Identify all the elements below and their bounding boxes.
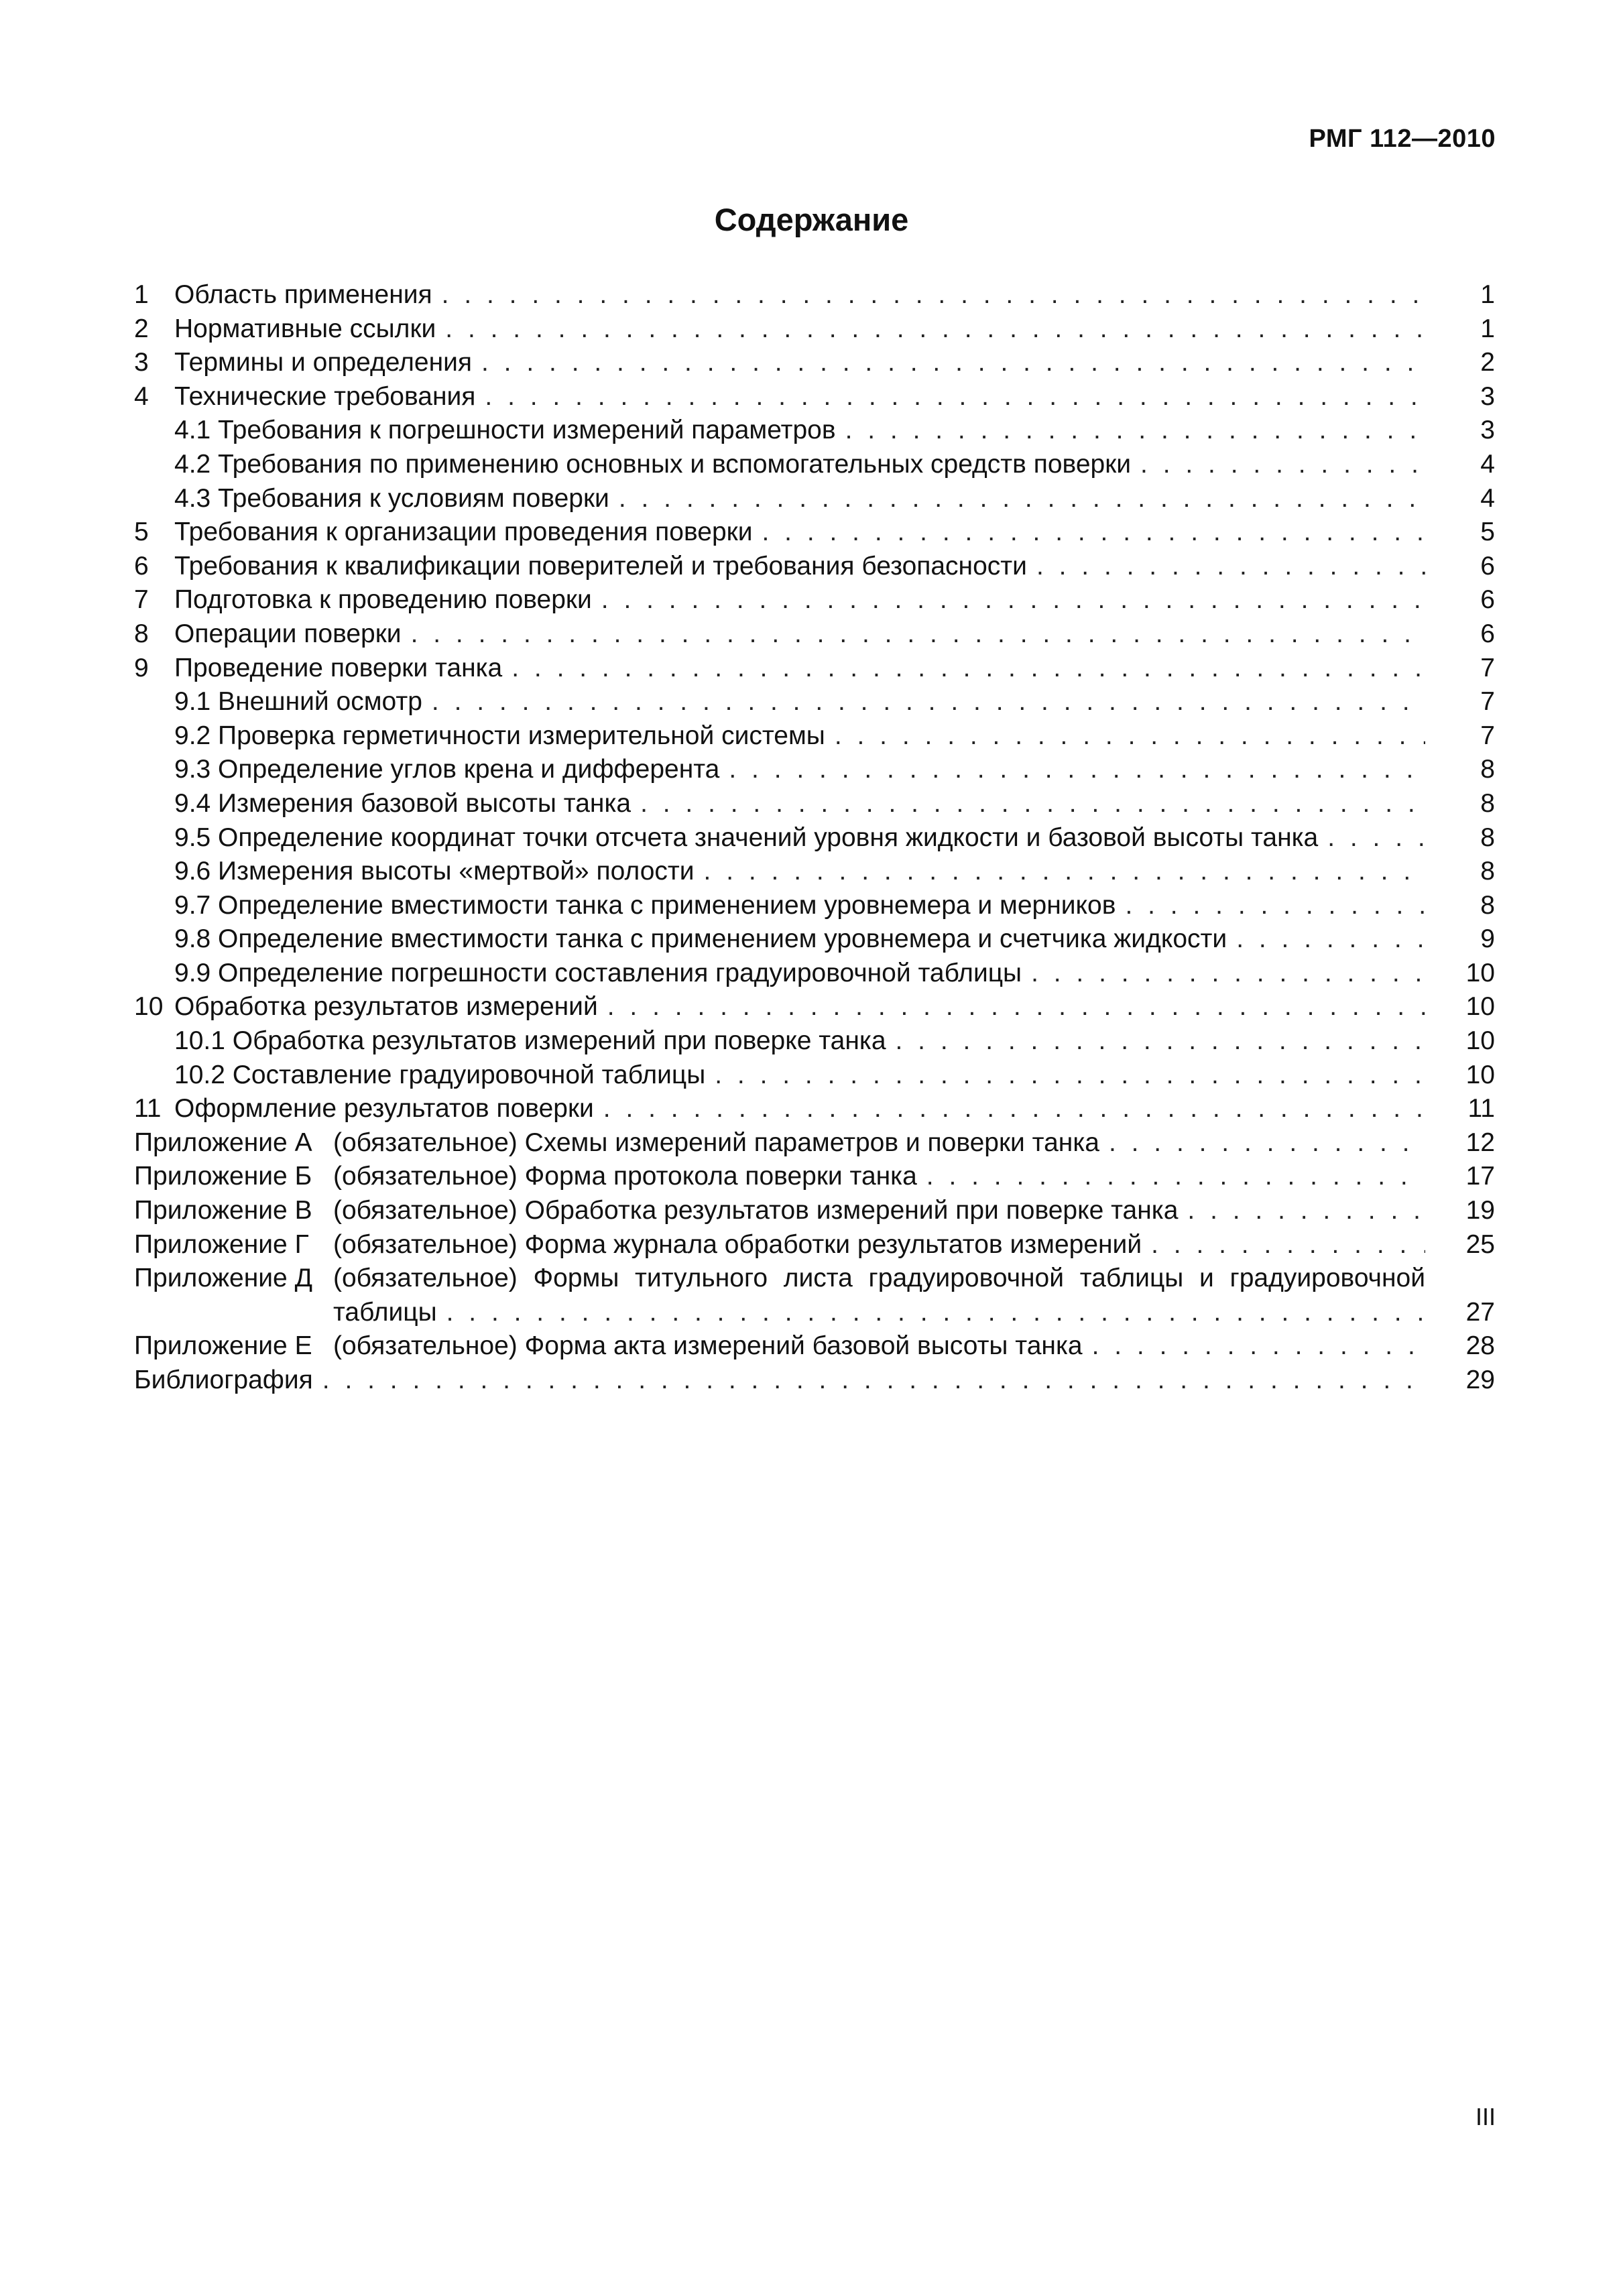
toc-entry[interactable] bbox=[134, 1092, 1495, 1126]
toc-entry-page: 28 bbox=[1465, 1331, 1495, 1361]
toc-entry-page: 3 bbox=[1480, 381, 1495, 411]
toc-entry-page: 7 bbox=[1480, 687, 1495, 717]
toc-entry-title: 9.5 Определение координат точки отсчета значений уровня жидкости и базовой высоты танка bbox=[174, 823, 1319, 852]
toc-entry-page: 1 bbox=[1480, 314, 1495, 343]
toc-entry-page: 10 bbox=[1465, 992, 1495, 1022]
toc-entry-number: Приложение Е bbox=[134, 1331, 312, 1361]
toc-entry-title: 9.7 Определение вместимости танка с применением уровнемера и мерников bbox=[174, 890, 1116, 920]
toc-entry[interactable] bbox=[134, 753, 1495, 787]
toc-entry[interactable] bbox=[134, 1262, 1495, 1296]
toc-entry[interactable] bbox=[134, 482, 1495, 516]
toc-entry[interactable] bbox=[134, 685, 1495, 719]
toc-entry-title: 9.2 Проверка герметичности измерительной системы bbox=[174, 721, 825, 750]
toc-entry-page: 8 bbox=[1480, 890, 1495, 920]
toc-entry-page: 8 bbox=[1480, 823, 1495, 852]
toc-entry-page: 3 bbox=[1480, 416, 1495, 445]
leader-dots bbox=[1327, 821, 1425, 855]
toc-entry-number: 6 bbox=[134, 551, 149, 581]
toc-entry-page: 2 bbox=[1480, 348, 1495, 377]
leader-dots bbox=[896, 1024, 1425, 1059]
leader-dots bbox=[1109, 1126, 1425, 1160]
toc-entry-page: 11 bbox=[1467, 1094, 1495, 1124]
toc-entry-page: 5 bbox=[1480, 518, 1495, 547]
toc-entry[interactable] bbox=[134, 1160, 1495, 1194]
toc-entry[interactable] bbox=[134, 278, 1495, 312]
toc-entry[interactable] bbox=[134, 1126, 1495, 1160]
toc-entry-number: 4 bbox=[134, 381, 149, 411]
toc-entry[interactable] bbox=[134, 1059, 1495, 1093]
toc-entry[interactable] bbox=[134, 312, 1495, 347]
leader-dots bbox=[1125, 889, 1425, 923]
toc-entry-page: 4 bbox=[1480, 449, 1495, 479]
leader-dots bbox=[603, 1092, 1425, 1126]
toc-entry-title: Нормативные ссылки bbox=[174, 314, 436, 343]
leader-dots bbox=[1187, 1194, 1425, 1228]
toc-entry[interactable] bbox=[134, 957, 1495, 991]
toc-entry[interactable] bbox=[134, 583, 1495, 617]
toc-entry-number: 2 bbox=[134, 314, 149, 343]
toc-entry-page: 10 bbox=[1465, 1026, 1495, 1056]
toc-entry-title: Оформление результатов поверки bbox=[174, 1094, 594, 1124]
toc-entry-page: 7 bbox=[1480, 721, 1495, 750]
toc-entry-page: 4 bbox=[1480, 483, 1495, 513]
toc-entry-number: 1 bbox=[134, 280, 149, 309]
toc-entry-title: (обязательное) Формы титульного листа градуировочной таблицы и градуировочной bbox=[333, 1264, 1425, 1293]
toc-entry-page: 6 bbox=[1480, 551, 1495, 581]
toc-entry-page: 27 bbox=[1465, 1297, 1495, 1327]
toc-entry[interactable] bbox=[134, 889, 1495, 923]
toc-entry-page: 12 bbox=[1465, 1128, 1495, 1157]
toc-entry-title: 9.4 Измерения базовой высоты танка bbox=[174, 788, 632, 818]
toc-entry-title: Обработка результатов измерений bbox=[174, 992, 598, 1022]
leader-dots bbox=[1236, 922, 1425, 957]
toc-entry[interactable] bbox=[134, 1364, 1495, 1398]
table-of-contents bbox=[134, 278, 1495, 1398]
toc-entry-title: Термины и определения bbox=[174, 348, 473, 377]
toc-entry-number: Приложение Б bbox=[134, 1162, 312, 1191]
toc-entry-number: 7 bbox=[134, 585, 149, 615]
leader-dots bbox=[1151, 1228, 1425, 1262]
toc-entry-number: Приложение Г bbox=[134, 1229, 309, 1259]
leader-dots bbox=[1140, 448, 1425, 482]
toc-entry-number: Приложение А bbox=[134, 1128, 312, 1157]
toc-entry-page: 10 bbox=[1465, 1060, 1495, 1089]
toc-entry-title: (обязательное) Обработка результатов измерений при поверке танка bbox=[333, 1196, 1179, 1225]
toc-entry-title: Операции поверки bbox=[174, 619, 402, 648]
toc-entry-title: 9.8 Определение вместимости танка с применением уровнемера и счетчика жидкости bbox=[174, 924, 1227, 954]
toc-entry-title: Требования к квалификации поверителей и требования безопасности bbox=[174, 551, 1027, 581]
toc-entry[interactable] bbox=[134, 1329, 1495, 1364]
toc-entry-title: (обязательное) Схемы измерений параметров и поверки танка bbox=[333, 1128, 1099, 1157]
leader-dots bbox=[835, 719, 1425, 753]
leader-dots bbox=[485, 380, 1425, 414]
leader-dots bbox=[512, 652, 1425, 686]
toc-entry-title: 4.3 Требования к условиям поверки bbox=[174, 483, 609, 513]
toc-entry-title: 9.3 Определение углов крена и дифферента bbox=[174, 755, 720, 784]
toc-entry[interactable] bbox=[134, 414, 1495, 448]
leader-dots bbox=[704, 855, 1425, 889]
leader-dots bbox=[845, 414, 1425, 448]
toc-entry[interactable] bbox=[134, 1024, 1495, 1059]
toc-entry-title: 10.2 Составление градуировочной таблицы bbox=[174, 1060, 706, 1089]
toc-entry-title: Требования к организации проведения поверки bbox=[174, 518, 753, 547]
toc-entry-page: 9 bbox=[1480, 924, 1495, 954]
toc-entry-page: 29 bbox=[1465, 1366, 1495, 1394]
leader-dots bbox=[1036, 550, 1425, 584]
toc-entry-number: Приложение Д bbox=[134, 1264, 312, 1293]
leader-dots bbox=[640, 787, 1425, 821]
toc-entry-title: 9.6 Измерения высоты «мертвой» полости bbox=[174, 857, 695, 886]
toc-entry-title: Проведение поверки танка bbox=[174, 653, 503, 682]
leader-dots bbox=[762, 516, 1425, 550]
leader-dots bbox=[926, 1160, 1425, 1194]
toc-entry-title: Технические требования bbox=[174, 381, 476, 411]
toc-entry[interactable] bbox=[134, 652, 1495, 686]
toc-entry-title-continuation: таблицы bbox=[333, 1297, 437, 1327]
toc-entry-title: 4.1 Требования к погрешности измерений параметров bbox=[174, 416, 836, 445]
toc-entry-number: 11 bbox=[134, 1094, 162, 1124]
toc-entry-title: 9.9 Определение погрешности составления градуировочной таблицы bbox=[174, 958, 1022, 987]
toc-entry-title: Область применения bbox=[174, 280, 432, 309]
toc-entry-page: 17 bbox=[1465, 1162, 1495, 1191]
toc-entry-number: Приложение В bbox=[134, 1196, 312, 1225]
toc-entry-page: 7 bbox=[1480, 653, 1495, 682]
leader-dots bbox=[411, 617, 1425, 652]
toc-entry-title: (обязательное) Форма журнала обработки результатов измерений bbox=[333, 1229, 1142, 1259]
leader-dots bbox=[607, 990, 1425, 1024]
toc-entry[interactable] bbox=[134, 448, 1495, 482]
toc-entry-number: 8 bbox=[134, 619, 149, 648]
leader-dots bbox=[1092, 1329, 1425, 1364]
toc-entry-title: Подготовка к проведению поверки bbox=[174, 585, 592, 615]
toc-entry[interactable] bbox=[134, 550, 1495, 584]
toc-entry[interactable] bbox=[134, 346, 1495, 380]
toc-entry[interactable] bbox=[134, 380, 1495, 414]
toc-entry-number: 3 bbox=[134, 348, 149, 377]
toc-entry-title: (обязательное) Форма акта измерений базовой высоты танка bbox=[333, 1331, 1083, 1361]
page-number: III bbox=[1475, 2103, 1496, 2130]
leader-dots bbox=[601, 583, 1425, 617]
leader-dots bbox=[715, 1059, 1425, 1093]
toc-entry-page: 10 bbox=[1465, 958, 1495, 987]
toc-entry[interactable] bbox=[134, 855, 1495, 889]
toc-entry-title: 9.1 Внешний осмотр bbox=[174, 687, 422, 717]
toc-entry-number: 9 bbox=[134, 653, 149, 682]
leader-dots bbox=[322, 1364, 1425, 1398]
leader-dots bbox=[446, 1296, 1425, 1330]
toc-entry[interactable] bbox=[134, 990, 1495, 1024]
toc-entry-page: 1 bbox=[1480, 280, 1495, 309]
toc-entry-title: 10.1 Обработка результатов измерений при поверке танка bbox=[174, 1026, 886, 1056]
toc-entry[interactable] bbox=[134, 787, 1495, 821]
leader-dots bbox=[432, 685, 1425, 719]
leader-dots bbox=[442, 278, 1425, 312]
toc-entry[interactable] bbox=[134, 617, 1495, 652]
toc-entry-page: 6 bbox=[1480, 619, 1495, 648]
document-code: РМГ 112—2010 bbox=[1309, 125, 1496, 153]
toc-entry[interactable] bbox=[134, 1228, 1495, 1262]
toc-entry-title: (обязательное) Форма протокола поверки танка bbox=[333, 1162, 917, 1191]
leader-dots bbox=[481, 346, 1425, 380]
leader-dots bbox=[729, 753, 1425, 787]
toc-entry-page: 6 bbox=[1480, 585, 1495, 615]
leader-dots bbox=[445, 312, 1425, 347]
leader-dots bbox=[619, 482, 1425, 516]
toc-entry[interactable] bbox=[134, 516, 1495, 550]
toc-entry-title: 4.2 Требования по применению основных и вспомогательных средств поверки bbox=[174, 449, 1132, 479]
toc-entry-number: 5 bbox=[134, 518, 149, 547]
toc-entry[interactable] bbox=[134, 821, 1495, 855]
toc-entry-title: Библиография bbox=[134, 1366, 313, 1394]
toc-entry[interactable] bbox=[134, 1194, 1495, 1228]
toc-entry-page: 8 bbox=[1480, 857, 1495, 886]
toc-entry-page: 8 bbox=[1480, 788, 1495, 818]
toc-entry-page: 8 bbox=[1480, 755, 1495, 784]
toc-entry[interactable] bbox=[134, 719, 1495, 753]
toc-entry-number: 10 bbox=[134, 992, 164, 1022]
leader-dots bbox=[1031, 957, 1425, 991]
page-title: Содержание bbox=[714, 202, 909, 237]
toc-entry-continuation[interactable] bbox=[134, 1296, 1495, 1330]
toc-entry[interactable] bbox=[134, 922, 1495, 957]
toc-entry-page: 19 bbox=[1465, 1196, 1495, 1225]
toc-entry-page: 25 bbox=[1465, 1229, 1495, 1259]
